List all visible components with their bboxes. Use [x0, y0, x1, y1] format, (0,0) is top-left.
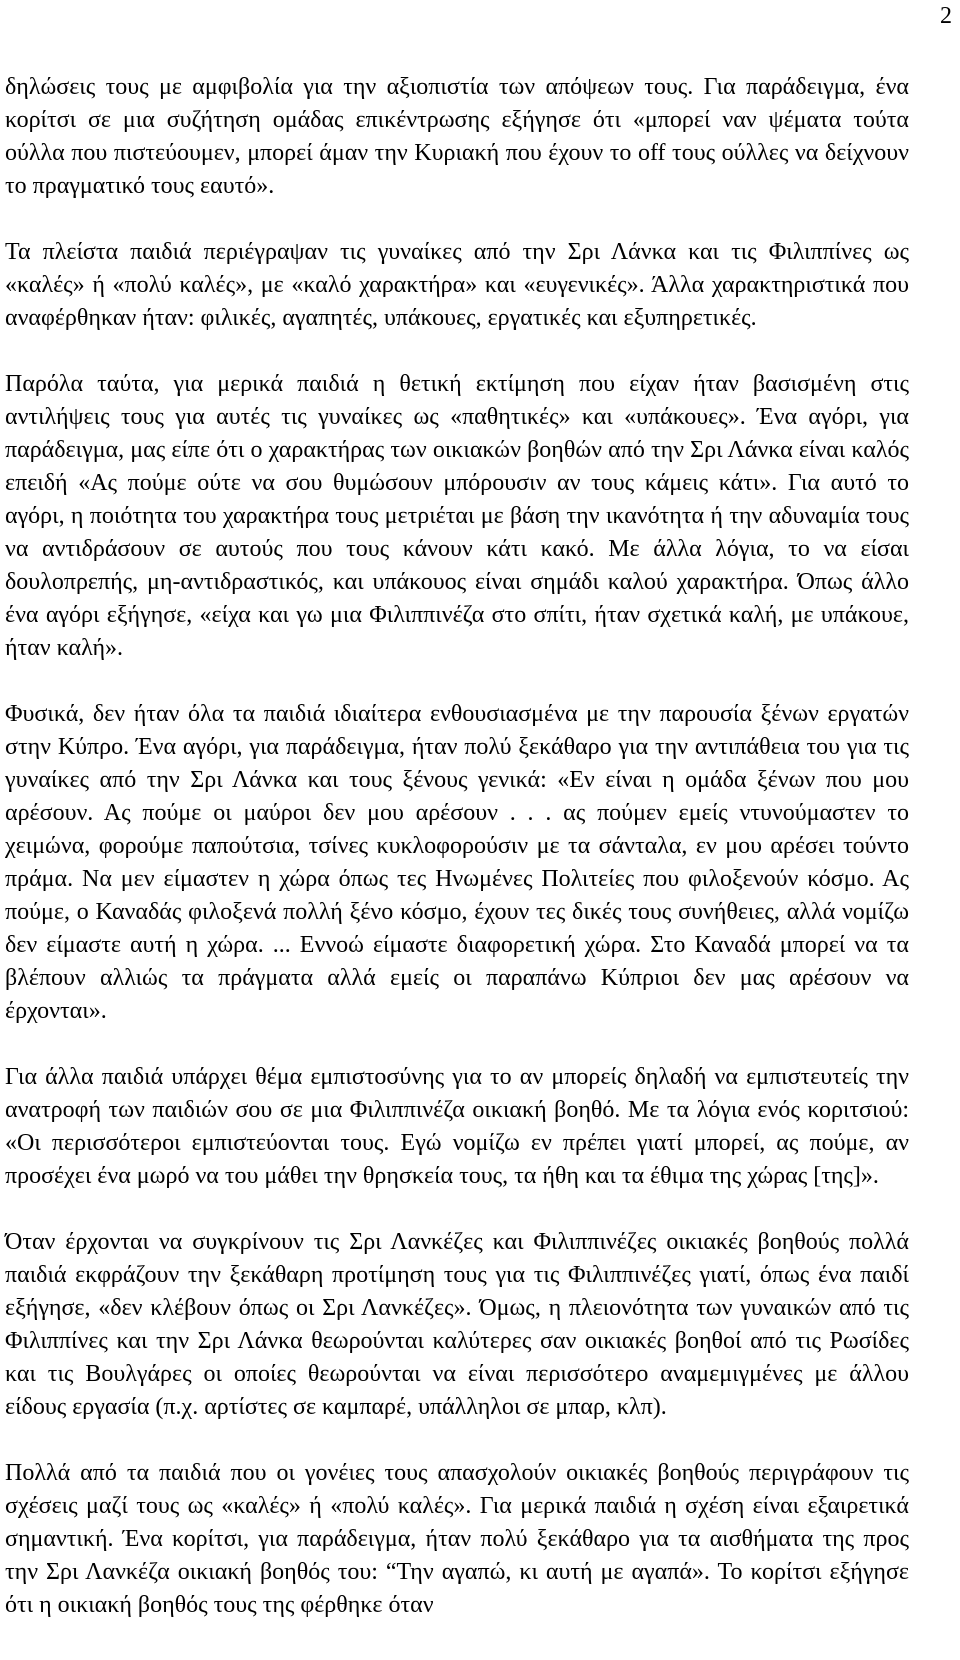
paragraph: Φυσικά, δεν ήταν όλα τα παιδιά ιδιαίτερα ενθουσιασμένα με την παρουσία ξένων εργατών στην Κύπρο. Ένα αγόρι, για παράδειγμα, ήταν πολύ ξεκάθαρο για την αντιπάθεια του για τις γυναίκες από την Σρι Λάνκα και τους ξένους γενικά: «Εν είναι η ομάδα ξένων που μου αρέσουν. Ας πούμε οι μαύροι δεν μου αρέσουν . . . ας πούμεν εμείς ντυνούμαστεν το χειμώνα, φορούμε παπούτσια, τσίνες κυκλοφορούσιν με τα σάνταλα, εν μου αρέσει τούντο πράμα. Να μεν είμαστεν η χώρα όπως τες Ηνωμένες Πολιτείες που φιλοξενούν κόσμο. Ας πούμε, ο Καναδάς φιλοξενά πολλή ξένο κόσμο, έχουν τες δικές τους συνήθειες, αλλά νομίζω δεν είμαστε αυτή η χώρα. ... Εννοώ είμαστε διαφορετική χώρα. Στο Καναδά μπορεί να τα βλέπουν αλλιώς τα πράγματα αλλά εμείς οι παραπάνω Κύπριοι δεν μας αρέσουν να έρχονται».	[5, 701, 909, 1024]
paragraph: δηλώσεις τους με αμφιβολία για την αξιοπιστία των απόψεων τους. Για παράδειγμα, ένα κορίτσι σε μια συζήτηση ομάδας επικέντρωσης εξήγησε ότι «μπορεί ναν ψέματα τούτα ούλλα που πιστεύουμεν, μπορεί άμαν την Κυριακή που έχουν το off τους ούλλες να δείχνουν το πραγματικό τους εαυτό».	[5, 74, 909, 199]
page-number: 2	[940, 3, 952, 29]
paragraph: Πολλά από τα παιδιά που οι γονέιες τους απασχολούν οικιακές βοηθούς περιγράφουν τις σχέσεις μαζί τους ως «καλές» ή «πολύ καλές». Για μερικά παιδιά η σχέση είναι εξαιρετικά σημαντική. Ένα κορίτσι, για παράδειγμα, ήταν πολύ ξεκάθαρο για τα αισθήματα της προς την Σρι Λανκέζα οικιακή βοηθός του: “Την αγαπώ, κι αυτή με αγαπά». Το κορίτσι εξήγησε ότι η οικιακή βοηθός τους της φέρθηκε όταν	[5, 1460, 909, 1618]
paragraph: Παρόλα ταύτα, για μερικά παιδιά η θετική εκτίμηση που είχαν ήταν βασισμένη στις αντιλήψεις τους για αυτές τις γυναίκες ως «παθητικές» και «υπάκουες». Ένα αγόρι, για παράδειγμα, μας είπε ότι ο χαρακτήρας των οικιακών βοηθών από την Σρι Λάνκα είναι καλός επειδή «Ας πούμε ούτε να σου θυμώσουν μπόρουσιν αν τους κάμεις κάτι». Για αυτό το αγόρι, η ποιότητα του χαρακτήρα τους μετριέται με βάση την ικανότητα ή την αδυναμία τους να αντιδράσουν σε αυτούς που τους κάνουν κάτι κακό. Με άλλα λόγια, το να είσαι δουλοπρεπής, μη-αντιδραστικός, και υπάκουος είναι σημάδι καλού χαρακτήρα. Όπως άλλο ένα αγόρι εξήγησε, «είχα και γω μια Φιλιππινέζα στο σπίτι, ήταν σχετικά καλή, με υπάκουε, ήταν καλή».	[5, 371, 909, 661]
document-body	[5, 71, 909, 1622]
paragraph: Τα πλείστα παιδιά περιέγραψαν τις γυναίκες από την Σρι Λάνκα και τις Φιλιππίνες ως «καλές» ή «πολύ καλές», με «καλό χαρακτήρα» και «ευγενικές». Άλλα χαρακτηριστικά που αναφέρθηκαν ήταν: φιλικές, αγαπητές, υπάκουες, εργατικές και εξυπηρετικές.	[5, 239, 909, 331]
paragraph: Όταν έρχονται να συγκρίνουν τις Σρι Λανκέζες και Φιλιππινέζες οικιακές βοηθούς πολλά παιδιά εκφράζουν την ξεκάθαρη προτίμηση τους για τις Φιλιππινέζες γιατί, όπως ένα παιδί εξήγησε, «δεν κλέβουν όπως οι Σρι Λανκέζες». Όμως, η πλειονότητα των γυναικών από τις Φιλιππίνες και την Σρι Λάνκα θεωρούνται καλύτερες σαν οικιακές βοηθοί από τις Ρωσίδες και τις Βουλγάρες οι οποίες θεωρούνται να είναι περισσότερο αναμεμιγμένες με άλλου είδους εργασία (π.χ. αρτίστες σε καμπαρέ, υπάλληλοι σε μπαρ, κλπ).	[5, 1229, 909, 1420]
paragraph: Για άλλα παιδιά υπάρχει θέμα εμπιστοσύνης για το αν μπορείς δηλαδή να εμπιστευτείς την ανατροφή των παιδιών σου σε μια Φιλιππινέζα οικιακή βοηθό. Με τα λόγια ενός κοριτσιού: «Οι περισσότεροι εμπιστεύονται τους. Εγώ νομίζω εν πρέπει γιατί μπορεί, ας πούμε, αν προσέχει ένα μωρό να του μάθει την θρησκεία τους, τα ήθη και τα έθιμα της χώρας [της]».	[5, 1064, 909, 1189]
